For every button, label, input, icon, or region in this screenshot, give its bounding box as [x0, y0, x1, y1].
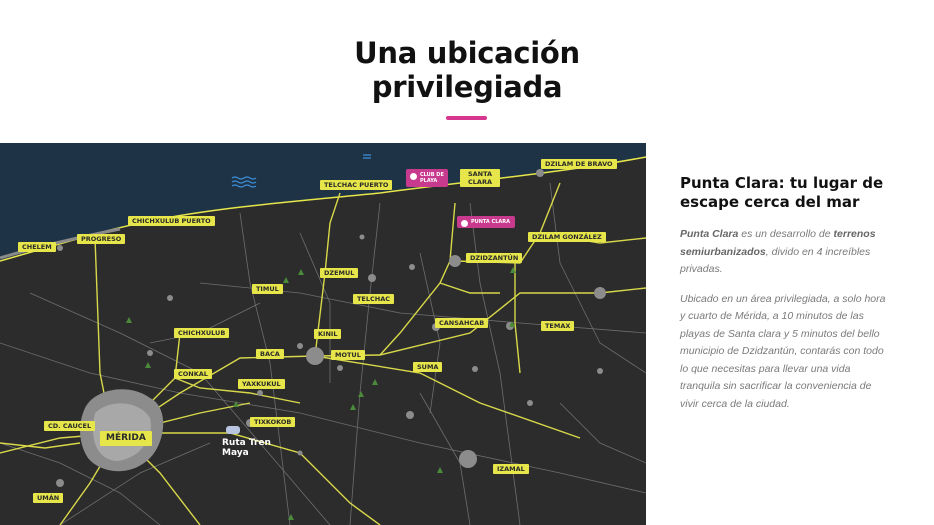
map-pin-icon — [410, 173, 417, 180]
label-merida: MÉRIDA — [100, 431, 152, 446]
pin-punta-clara-label: PUNTA CLARA — [471, 219, 510, 225]
label-cansahcab: CANSAHCAB — [435, 318, 488, 328]
p1-text-b: , divido en 4 increíbles privadas. — [680, 245, 871, 275]
p1-bold: terrenos semiurbanizados — [680, 228, 876, 258]
info-heading: Punta Clara: tu lugar de escape cerca del mar — [680, 174, 884, 211]
pin-club-de-playa[interactable] — [406, 169, 448, 187]
label-telchac: TELCHAC — [353, 294, 394, 304]
title-accent-bar — [446, 116, 487, 120]
label-baca: BACA — [256, 349, 284, 359]
label-progreso: PROGRESO — [77, 234, 125, 244]
region-map[interactable] — [0, 143, 646, 525]
label-cd-caucel: CD. CAUCEL — [44, 421, 95, 431]
label-motul: MOTUL — [331, 350, 365, 360]
title-line-2: privilegiada — [371, 70, 563, 104]
label-dzemul: DZEMUL — [320, 268, 358, 278]
title-line-1: Una ubicación — [354, 36, 580, 70]
label-chichxulub-puerto: CHICHXULUB PUERTO — [128, 216, 215, 226]
label-timul: TIMUL — [252, 284, 283, 294]
brand-name: Punta Clara — [680, 228, 739, 240]
label-conkal: CONKAL — [174, 369, 212, 379]
label-kinil: KINIL — [314, 329, 341, 339]
label-dzilam-gonzalez: DZILAM GONZÁLEZ — [528, 232, 606, 242]
pin-club-de-playa-label: CLUB DE PLAYA — [420, 172, 444, 184]
train-icon — [226, 426, 240, 434]
label-chelem: CHELEM — [18, 242, 56, 252]
map-pin-icon — [461, 220, 468, 227]
label-dzidzantun: DZIDZANTÚN — [466, 253, 522, 263]
pin-punta-clara[interactable] — [457, 216, 515, 228]
label-chichxulub: CHICHXULUB — [174, 328, 229, 338]
label-yaxkukul: YAXKUKUL — [238, 379, 285, 389]
tren-maya-label: Ruta Tren Maya — [222, 438, 271, 458]
info-paragraph-2: Ubicado en un área privilegiada, a solo hora y cuarto de Mérida, a 10 minutos de las playas de Santa clara y 5 minutos del bello municipio de Dzidzantún, contarás con todo lo que necesitas para llevar una vida tranquila sin sacrificar la conveniencia de vivir cerca de la ciudad. — [680, 292, 886, 410]
label-suma: SUMA — [413, 362, 442, 372]
info-panel — [680, 174, 890, 413]
label-dzilam-de-bravo: DZILAM DE BRAVO — [541, 159, 617, 169]
label-temax: TEMAX — [541, 321, 574, 331]
label-izamal: IZAMAL — [493, 464, 529, 474]
label-uman: UMÁN — [33, 493, 63, 503]
label-telchac-puerto: TELCHAC PUERTO — [320, 180, 392, 190]
page-title — [0, 36, 934, 104]
label-santa-clara: SANTA CLARA — [460, 169, 500, 187]
info-paragraph-1 — [680, 226, 890, 279]
p1-text-a: es un desarrollo de — [738, 228, 834, 240]
label-tixkokob: TIXKOKOB — [250, 417, 295, 427]
